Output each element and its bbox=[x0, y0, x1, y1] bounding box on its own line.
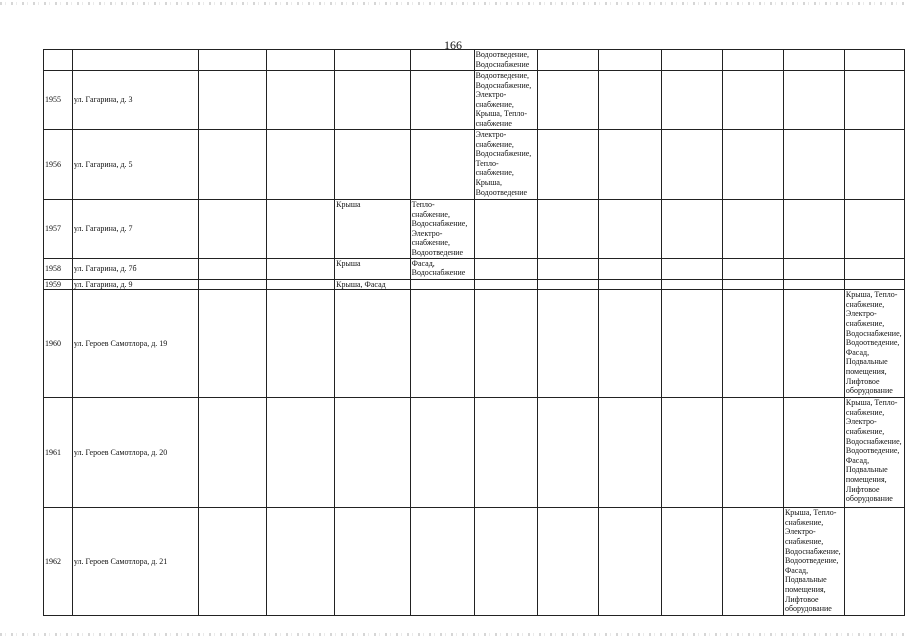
work-type-cell bbox=[266, 508, 334, 616]
work-type-cell bbox=[410, 290, 474, 398]
work-type-cell: Фасад, Водоснабжение bbox=[410, 258, 474, 279]
work-type-cell bbox=[537, 258, 598, 279]
work-type-cell bbox=[598, 50, 661, 71]
work-type-cell bbox=[198, 279, 266, 290]
work-type-cell: Крыша, Тепло-снабжение, Электро-снабжение, Водоснабжение, Водоотведение, Фасад, Подвальные помещения, Лифтовое оборудование bbox=[783, 508, 844, 616]
work-type-cell bbox=[598, 398, 661, 508]
work-type-cell bbox=[662, 508, 722, 616]
table-row bbox=[44, 508, 905, 616]
address-cell: ул. Героев Самотлора, д. 20 bbox=[72, 398, 198, 508]
work-type-cell bbox=[722, 508, 783, 616]
address-cell: ул. Гагарина, д. 3 bbox=[72, 71, 198, 130]
work-type-cell bbox=[198, 200, 266, 259]
table-row bbox=[44, 290, 905, 398]
work-type-cell bbox=[598, 130, 661, 200]
work-type-cell bbox=[474, 398, 537, 508]
work-type-cell bbox=[844, 258, 904, 279]
table-row bbox=[44, 130, 905, 200]
work-type-cell bbox=[722, 279, 783, 290]
work-type-cell bbox=[662, 279, 722, 290]
work-type-cell bbox=[783, 279, 844, 290]
work-type-cell bbox=[783, 50, 844, 71]
work-type-cell bbox=[198, 50, 266, 71]
work-type-cell bbox=[198, 71, 266, 130]
work-type-cell bbox=[198, 508, 266, 616]
work-type-cell bbox=[722, 200, 783, 259]
work-type-cell bbox=[410, 71, 474, 130]
row-number-cell: 1957 bbox=[44, 200, 73, 259]
row-number-cell: 1960 bbox=[44, 290, 73, 398]
work-type-cell: Крыша, Тепло-снабжение, Электро-снабжение, Водоснабжение, Водоотведение, Фасад, Подвальные помещения, Лифтовое оборудование bbox=[844, 290, 904, 398]
work-type-cell bbox=[198, 398, 266, 508]
work-type-cell bbox=[662, 290, 722, 398]
address-cell bbox=[72, 50, 198, 71]
scan-noise-top bbox=[0, 2, 905, 5]
work-type-cell: Тепло-снабжение, Водоснабжение, Электро-снабжение, Водоотведение bbox=[410, 200, 474, 259]
row-number-cell bbox=[44, 50, 73, 71]
scan-noise-bottom bbox=[0, 633, 905, 636]
work-type-cell bbox=[844, 279, 904, 290]
work-type-cell bbox=[537, 508, 598, 616]
work-type-cell bbox=[266, 279, 334, 290]
work-type-cell bbox=[783, 200, 844, 259]
table-row bbox=[44, 279, 905, 290]
work-type-cell bbox=[335, 130, 411, 200]
work-type-cell bbox=[335, 71, 411, 130]
row-number-cell: 1955 bbox=[44, 71, 73, 130]
row-number-cell: 1962 bbox=[44, 508, 73, 616]
work-type-cell bbox=[537, 200, 598, 259]
work-type-cell: Крыша, Фасад bbox=[335, 279, 411, 290]
work-type-cell bbox=[335, 398, 411, 508]
work-type-cell bbox=[844, 508, 904, 616]
address-cell: ул. Гагарина, д. 7 bbox=[72, 200, 198, 259]
work-type-cell bbox=[474, 258, 537, 279]
work-type-cell bbox=[266, 200, 334, 259]
work-type-cell bbox=[410, 50, 474, 71]
address-cell: ул. Гагарина, д. 7б bbox=[72, 258, 198, 279]
work-type-cell bbox=[844, 50, 904, 71]
table-row bbox=[44, 200, 905, 259]
work-type-cell bbox=[783, 130, 844, 200]
work-type-cell bbox=[662, 130, 722, 200]
work-type-cell bbox=[598, 279, 661, 290]
work-type-cell bbox=[598, 290, 661, 398]
work-type-cell bbox=[335, 50, 411, 71]
work-type-cell bbox=[722, 398, 783, 508]
work-type-cell bbox=[266, 50, 334, 71]
work-type-cell bbox=[537, 130, 598, 200]
table-row bbox=[44, 50, 905, 71]
work-type-cell bbox=[410, 130, 474, 200]
table-row bbox=[44, 71, 905, 130]
work-type-cell bbox=[198, 130, 266, 200]
work-type-cell bbox=[722, 71, 783, 130]
work-type-cell bbox=[662, 398, 722, 508]
work-type-cell bbox=[537, 71, 598, 130]
address-cell: ул. Героев Самотлора, д. 19 bbox=[72, 290, 198, 398]
address-cell: ул. Героев Самотлора, д. 21 bbox=[72, 508, 198, 616]
work-type-cell bbox=[198, 258, 266, 279]
work-type-cell bbox=[410, 398, 474, 508]
work-type-cell bbox=[662, 71, 722, 130]
work-type-cell bbox=[844, 71, 904, 130]
work-type-cell bbox=[335, 508, 411, 616]
work-type-cell bbox=[598, 508, 661, 616]
work-type-cell bbox=[783, 290, 844, 398]
work-type-cell: Крыша, Тепло-снабжение, Электро-снабжение, Водоснабжение, Водоотведение, Фасад, Подвальные помещения, Лифтовое оборудование bbox=[844, 398, 904, 508]
work-type-cell bbox=[266, 130, 334, 200]
work-type-cell bbox=[474, 279, 537, 290]
work-type-cell bbox=[537, 398, 598, 508]
work-type-cell bbox=[783, 71, 844, 130]
work-type-cell bbox=[537, 279, 598, 290]
row-number-cell: 1961 bbox=[44, 398, 73, 508]
work-type-cell bbox=[598, 71, 661, 130]
row-number-cell: 1956 bbox=[44, 130, 73, 200]
work-type-cell bbox=[266, 398, 334, 508]
row-number-cell: 1959 bbox=[44, 279, 73, 290]
work-type-cell bbox=[722, 258, 783, 279]
work-type-cell: Водоотведение, Водоснабжение bbox=[474, 50, 537, 71]
work-type-cell bbox=[410, 279, 474, 290]
work-type-cell bbox=[783, 258, 844, 279]
repair-schedule-table bbox=[43, 49, 905, 616]
work-type-cell bbox=[722, 50, 783, 71]
work-type-cell bbox=[474, 508, 537, 616]
work-type-cell bbox=[662, 50, 722, 71]
work-type-cell bbox=[266, 258, 334, 279]
work-type-cell: Электро-снабжение, Водоснабжение, Тепло-снабжение, Крыша, Водоотведение bbox=[474, 130, 537, 200]
work-type-cell bbox=[537, 50, 598, 71]
table-row bbox=[44, 398, 905, 508]
work-type-cell bbox=[844, 200, 904, 259]
work-type-cell bbox=[662, 258, 722, 279]
address-cell: ул. Гагарина, д. 9 bbox=[72, 279, 198, 290]
work-type-cell bbox=[783, 398, 844, 508]
work-type-cell bbox=[410, 508, 474, 616]
table-row bbox=[44, 258, 905, 279]
address-cell: ул. Гагарина, д. 5 bbox=[72, 130, 198, 200]
work-type-cell bbox=[474, 200, 537, 259]
work-type-cell: Крыша bbox=[335, 200, 411, 259]
work-type-cell bbox=[335, 290, 411, 398]
work-type-cell bbox=[474, 290, 537, 398]
work-type-cell bbox=[722, 290, 783, 398]
work-type-cell bbox=[198, 290, 266, 398]
work-type-cell bbox=[266, 71, 334, 130]
work-type-cell bbox=[598, 200, 661, 259]
work-type-cell bbox=[662, 200, 722, 259]
work-type-cell bbox=[722, 130, 783, 200]
page-number: 166 bbox=[444, 38, 462, 52]
work-type-cell: Водоотведение, Водоснабжение, Электро-снабжение, Крыша, Тепло-снабжение bbox=[474, 71, 537, 130]
work-type-cell bbox=[844, 130, 904, 200]
work-type-cell bbox=[266, 290, 334, 398]
row-number-cell: 1958 bbox=[44, 258, 73, 279]
work-type-cell: Крыша bbox=[335, 258, 411, 279]
work-type-cell bbox=[598, 258, 661, 279]
work-type-cell bbox=[537, 290, 598, 398]
